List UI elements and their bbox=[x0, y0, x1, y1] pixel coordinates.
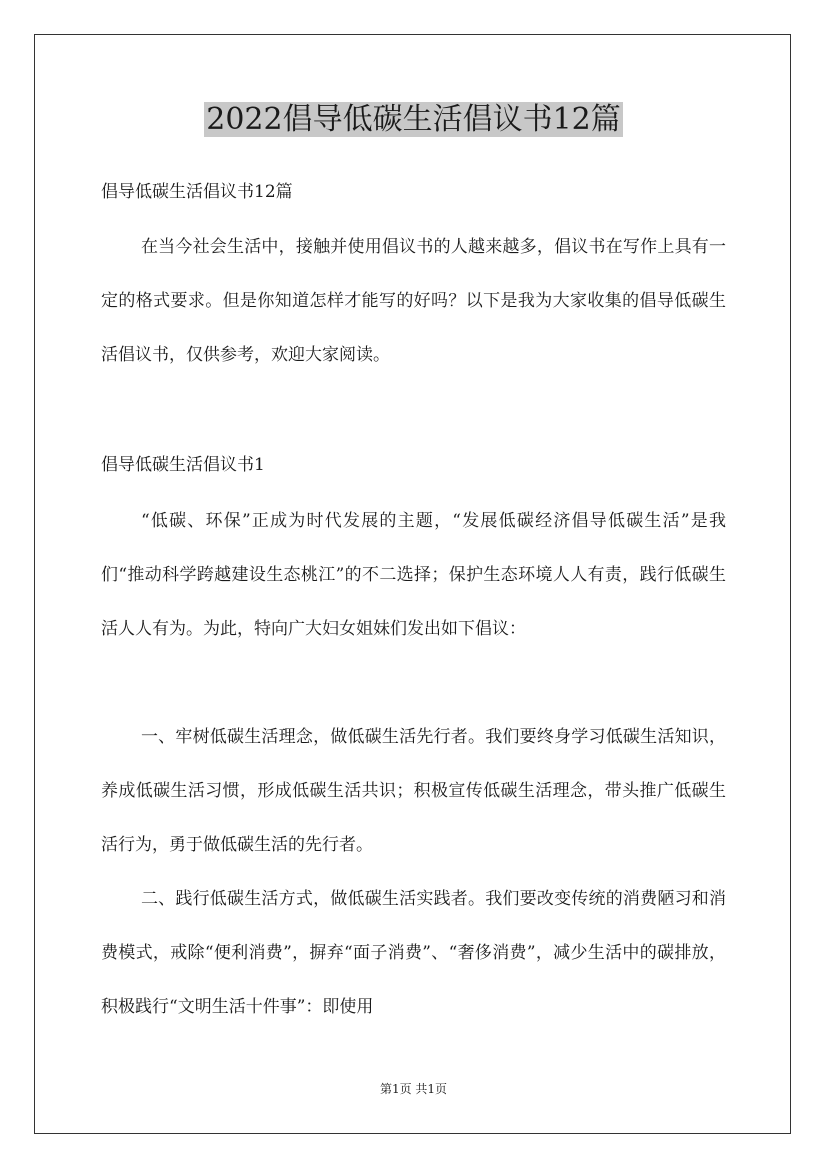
document-subtitle: 倡导低碳生活倡议书12篇 bbox=[101, 182, 293, 202]
document-title bbox=[0, 100, 827, 140]
body-paragraph: 一、牢树低碳生活理念，做低碳生活先行者。我们要终身学习低碳生活知识，养成低碳生活习惯，形成低碳生活共识；积极宣传低碳生活理念，带头推广低碳生活行为，勇于做低碳生活的先行者。 bbox=[101, 727, 726, 855]
intro-paragraph: 在当今社会生活中，接触并使用倡议书的人越来越多，倡议书在写作上具有一定的格式要求。但是你知道怎样才能写的好吗？以下是我为大家收集的倡导低碳生活倡议书，仅供参考，欢迎大家阅读。 bbox=[101, 237, 726, 365]
body-paragraph: 二、践行低碳生活方式，做低碳生活实践者。我们要改变传统的消费陋习和消费模式，戒除“便利消费”，摒弃“面子消费”、“奢侈消费”，减少生活中的碳排放，积极践行“文明生活十件事”：即使用 bbox=[101, 889, 726, 1017]
page-footer: 第1页 共1页 bbox=[379, 1082, 448, 1096]
section-heading: 倡导低碳生活倡议书1 bbox=[101, 455, 265, 475]
body-paragraph: “低碳、环保”正成为时代发展的主题，“发展低碳经济倡导低碳生活”是我们“推动科学跨越建设生态桃江”的不二选择；保护生态环境人人有责，践行低碳生活人人有为。为此，特向广大妇女姐妹们发出如下倡议： bbox=[101, 511, 726, 639]
document-title-text: 2022倡导低碳生活倡议书12篇 bbox=[206, 102, 621, 137]
